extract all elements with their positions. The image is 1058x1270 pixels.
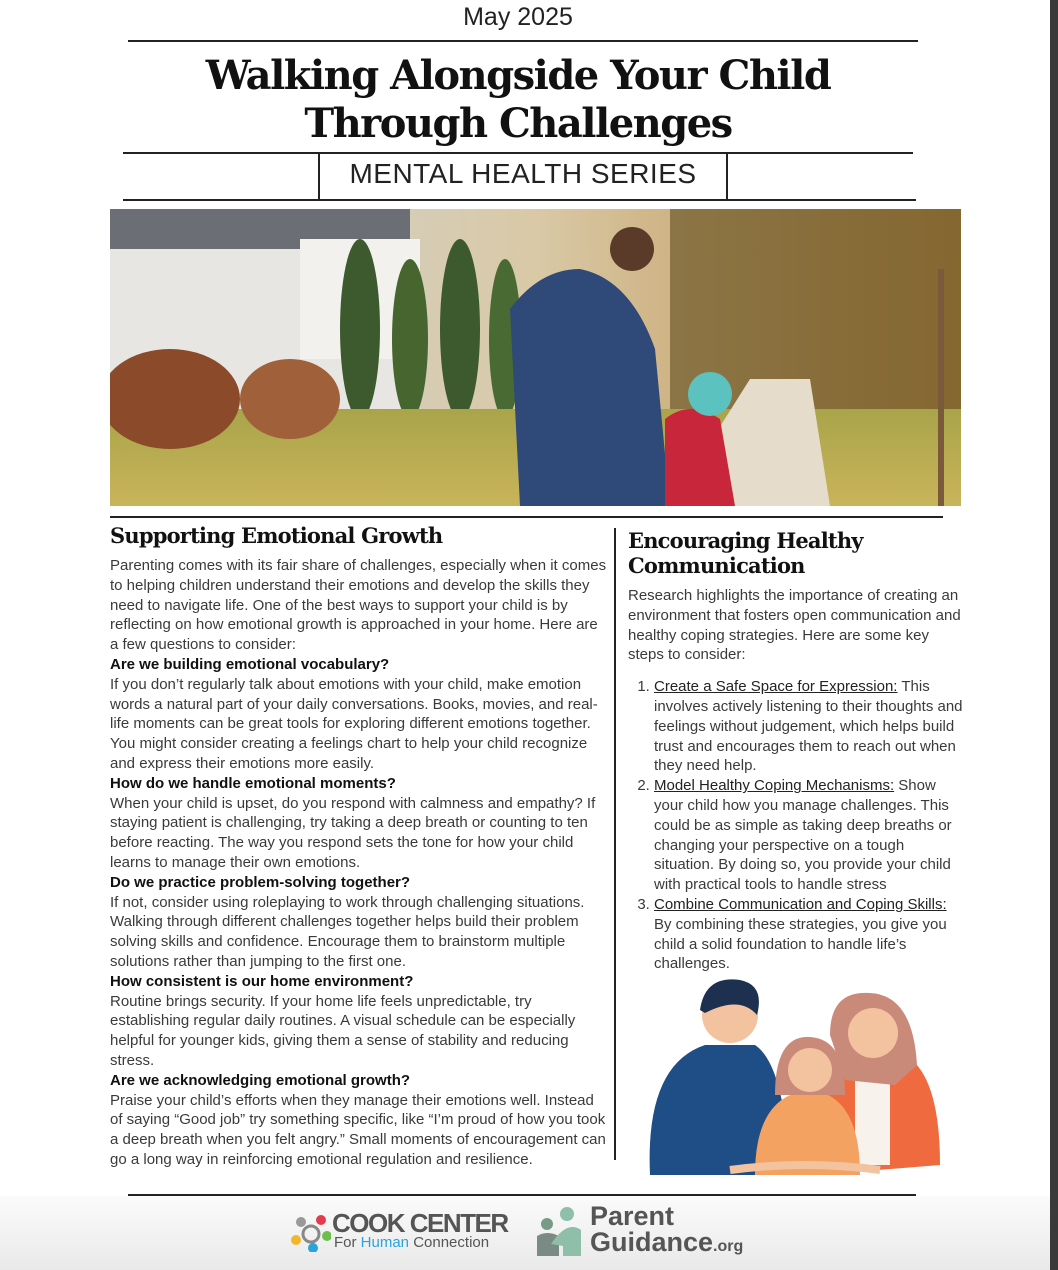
issue-date: May 2025 (463, 3, 573, 31)
list-item (654, 895, 964, 974)
question-answer: When your child is upset, do you respond with calmness and empathy? If staying patient is challenging, try taking a deep breath or counting to ten before reacting. The way you respond sets the tone for how your child learns to manage their own emotions. (110, 794, 596, 871)
hero-photo (110, 209, 961, 506)
right-column (628, 528, 964, 974)
divider (110, 516, 943, 518)
title-line-2: Through Challenges (304, 100, 732, 147)
column-divider (614, 528, 616, 1160)
parent-guidance-logo-icon (537, 1206, 583, 1256)
step-title: Model Healthy Coping Mechanisms: (654, 777, 895, 795)
intro-paragraph: Research highlights the importance of creating an environment that fosters open communication and healthy coping strategies. Here are some key steps to consider: (628, 587, 961, 664)
step-text: Show your child how you manage challenges. This could be as simple as taking deep breaths or changing your perspective on a tough situation. By doing so, you provide your child with practical tools to handle stress (654, 777, 952, 894)
question-heading: How consistent is our home environment? (110, 972, 414, 990)
intro-paragraph: Parenting comes with its fair share of challenges, especially when it comes to helping children understand their emotions and develop the skills they need to navigate life. One of the best ways to support your child is by reflecting on how emotional growth is approached in your home. Here are a few questions to consider: (110, 557, 607, 654)
tagline-connection: Connection (409, 1234, 490, 1251)
title-line-1: Walking Alongside Your Child (205, 52, 831, 99)
tagline-human: Human (360, 1234, 410, 1251)
list-item (654, 776, 964, 895)
step-text: This involves actively listening to their thoughts and feelings without judgement, which helps build trust and encourages them to reach out when they need help. (654, 678, 963, 775)
step-text: By combining these strategies, you give you child a solid foundation to handle life’s challenges. (654, 915, 947, 973)
pg-org: .org (713, 1238, 744, 1255)
question-answer: If not, consider using roleplaying to work through challenging situations. Walking through different challenges together helps build their problem solving skills and confidence. Encourage them to brainstorm multiple solutions rather than jumping to the first one. (110, 893, 585, 970)
footer (0, 1196, 1050, 1270)
list-item (654, 677, 964, 776)
question-answer: Praise your child’s efforts when they manage their emotions well. Instead of saying “Good job” try something specific, like “I’m proud of how you took a deep breath when you felt angry.” Small moments of encouragement can go a long way in reinforcing emotional regulation and resilience. (110, 1091, 606, 1168)
steps-list (628, 677, 964, 974)
step-title: Combine Communication and Coping Skills: (654, 895, 947, 913)
question-heading: Do we practice problem-solving together? (110, 873, 411, 891)
cook-center-name: COOK CENTER (332, 1208, 508, 1238)
question-answer: Routine brings security. If your home life feels unpredictable, try establishing regular daily routines. A visual schedule can be especially helpful for younger kids, giving them a sense of stability and reducing stress. (110, 992, 576, 1069)
left-column (110, 523, 610, 1170)
window-edge (1050, 0, 1058, 1270)
divider (123, 152, 913, 154)
pg-guidance: Guidance (590, 1227, 714, 1257)
cook-center-tagline (334, 1234, 489, 1252)
divider (726, 152, 728, 200)
question-answer: If you don’t regularly talk about emotions with your child, make emotion words a natural part of your daily conversations. Books, movies, and real-life moments can be great tools for exploring different emotions together. You might consider creating a feelings chart to help your child recognize and express their emotions more easily. (110, 675, 598, 772)
section-heading: Supporting Emotional Growth (110, 523, 443, 548)
question-heading: How do we handle emotional moments? (110, 774, 396, 792)
series-label: MENTAL HEALTH SERIES (349, 158, 697, 189)
divider (128, 40, 918, 42)
divider (123, 199, 916, 201)
question-heading: Are we building emotional vocabulary? (110, 655, 390, 673)
family-illustration (645, 975, 945, 1180)
parent-guidance-line1: Parent (590, 1201, 675, 1231)
step-title: Create a Safe Space for Expression: (654, 678, 898, 696)
page-title (0, 52, 1036, 148)
question-heading: Are we acknowledging emotional growth? (110, 1071, 411, 1089)
tagline-for: For (334, 1234, 361, 1251)
cook-center-logo-icon (291, 1212, 331, 1252)
section-heading: Encouraging Healthy Communication (628, 528, 863, 578)
parent-guidance-line2 (590, 1228, 743, 1261)
